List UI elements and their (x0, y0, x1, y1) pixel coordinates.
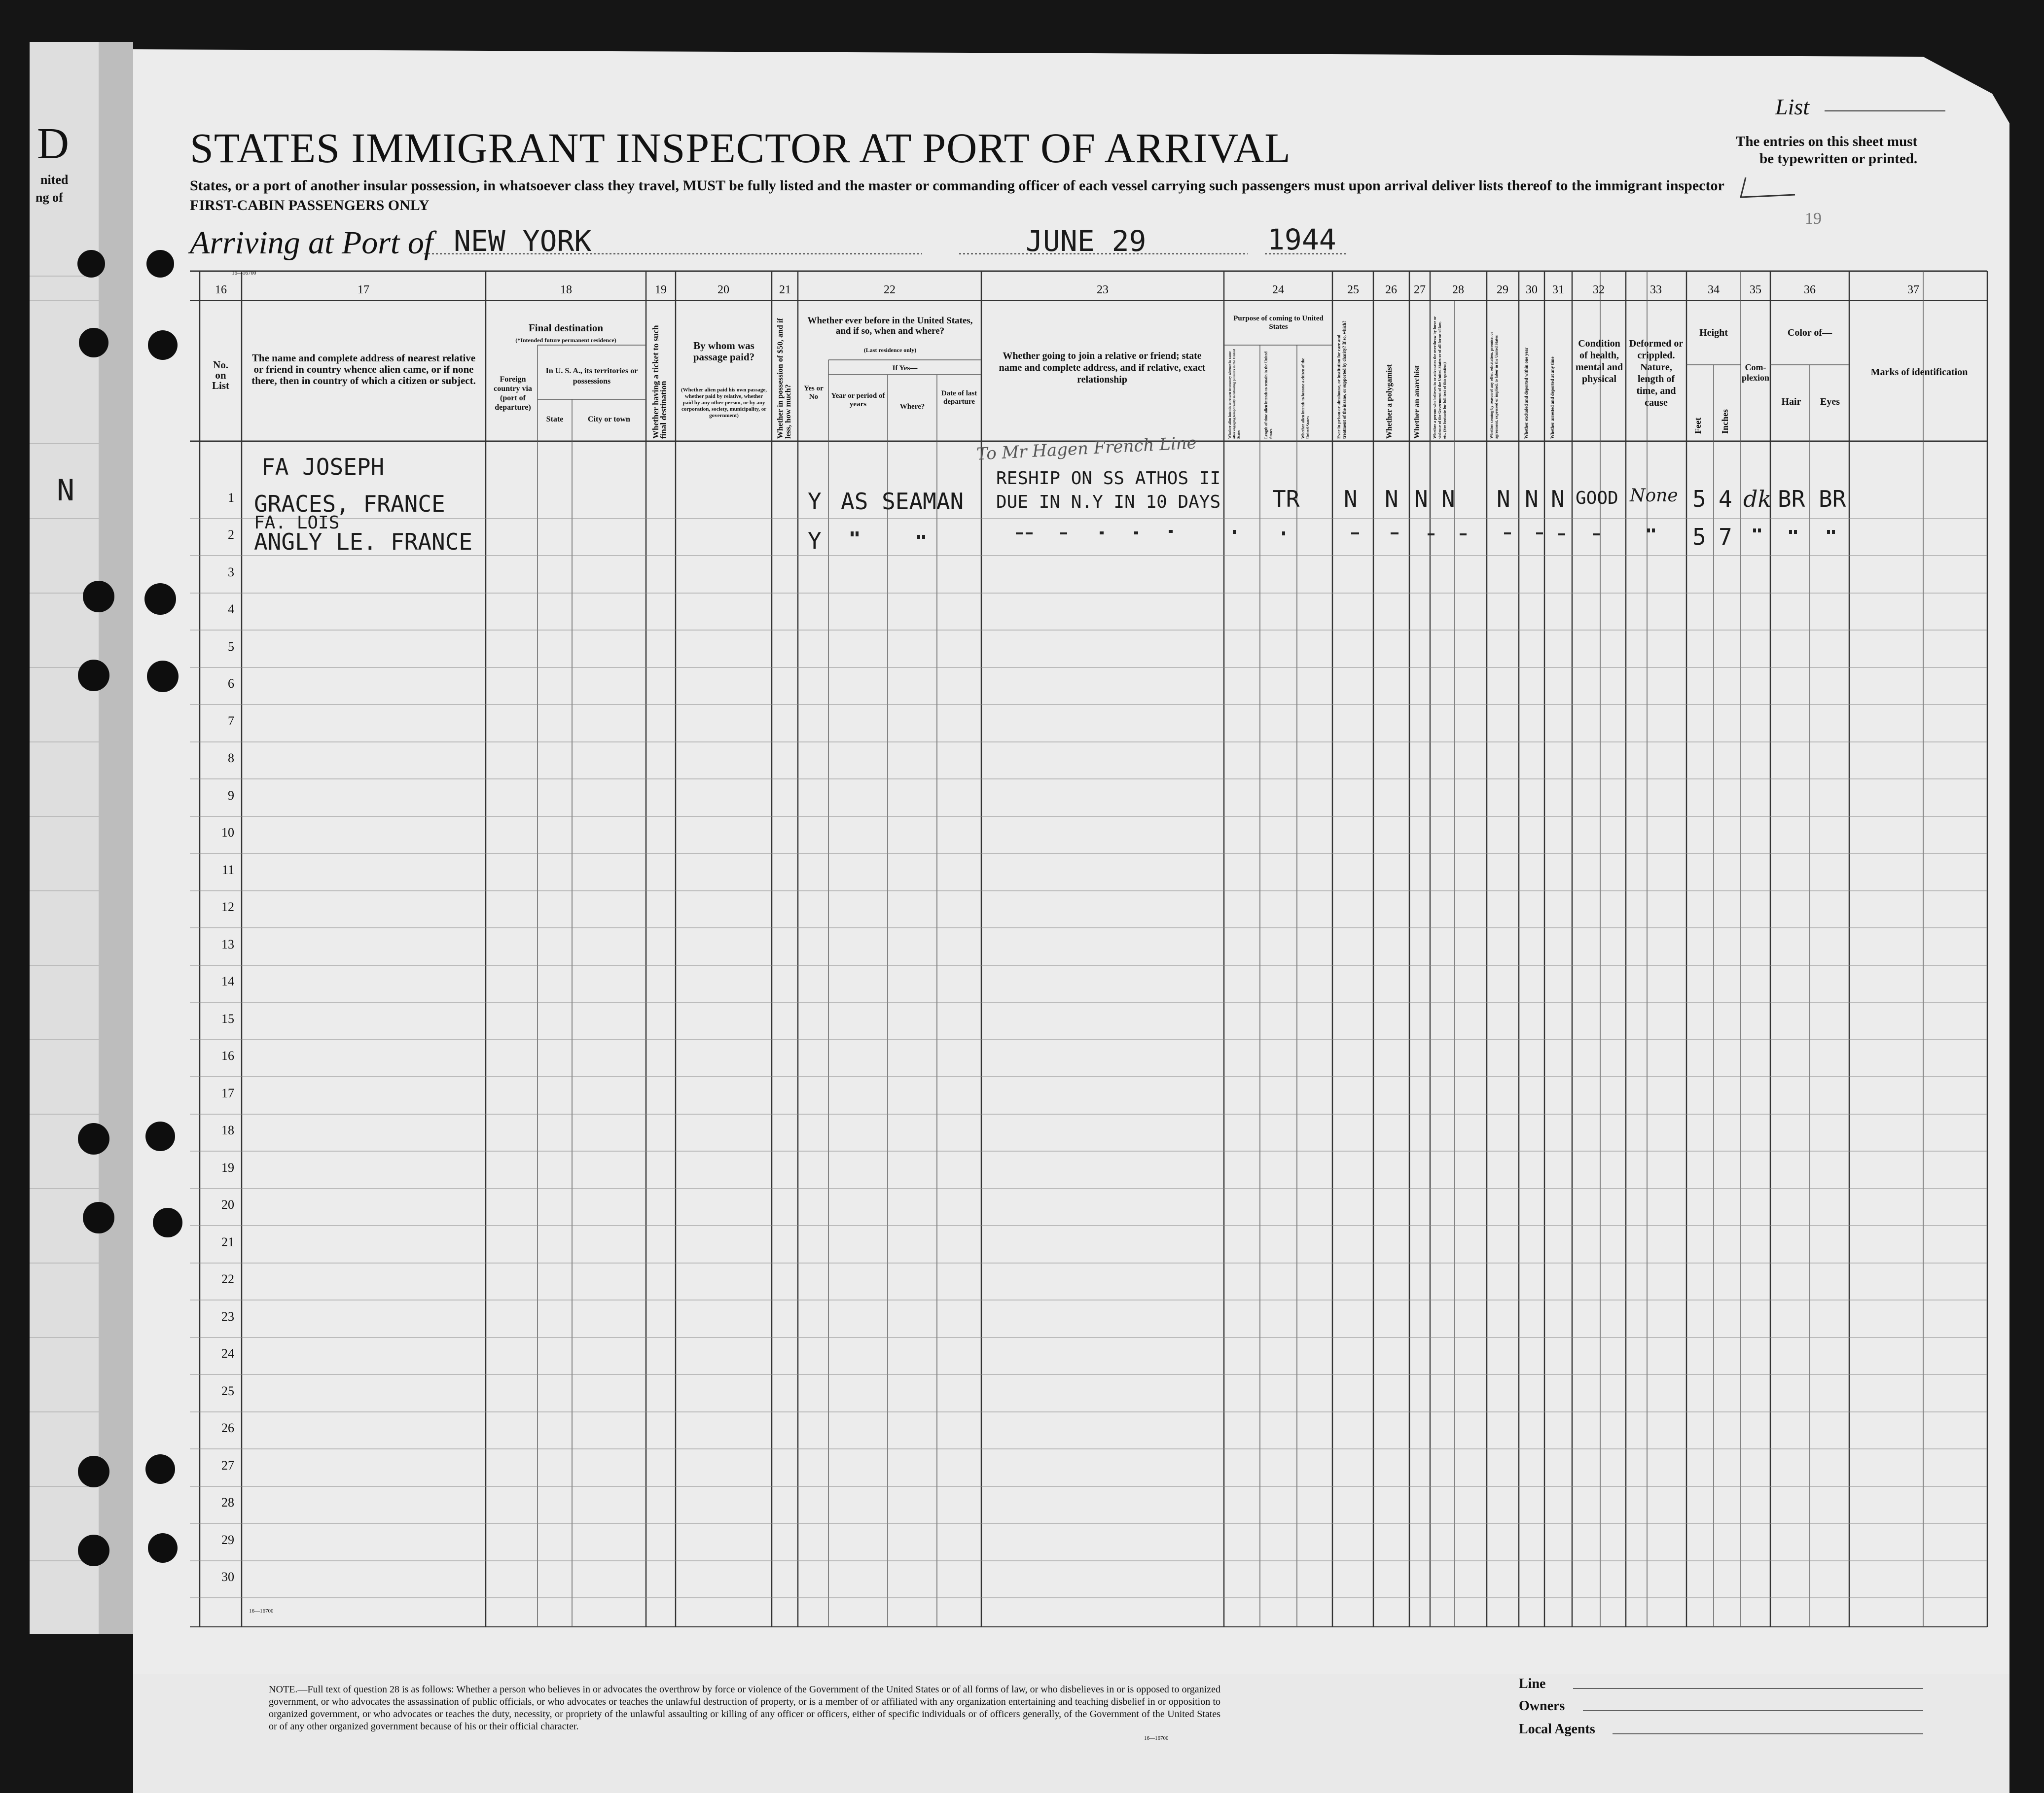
col-header-feet: Feet (1693, 418, 1703, 434)
col-header-marks: Marks of identification (1870, 367, 1968, 378)
list-label: List (1775, 94, 1810, 119)
col-header-purpose: Purpose of coming to United States (1233, 315, 1324, 331)
entry-q26: N (1385, 486, 1399, 512)
cabin-class-label: FIRST-CABIN PASSENGERS ONLY (190, 197, 430, 213)
row-number: 6 (228, 676, 234, 691)
row-number: 10 (221, 825, 234, 840)
col-header-relative: The name and complete address of nearest relative or friend in country whence alien came, or if none there, then in country of which a citizen or subject. (251, 352, 476, 387)
entry-prev-in-us: Y (808, 527, 822, 554)
column-number: 21 (779, 283, 791, 296)
row-number: 27 (221, 1458, 234, 1473)
entry-joining-line1: RESHIP ON SS ATHOS II (996, 468, 1221, 489)
col-header-fifty-dollars: Whether in possession of $50, and if less, how much? (776, 318, 792, 439)
col-header-prison: Ever in prison or almshouse, or institution for care and treatment of the insane, or supported by charity? If so, which? (1336, 320, 1347, 439)
col-header-q28: Whether a person who believes in or advocates the overthrow by force or violence of the Government of the United States or of all forms of law, etc. (See footnote for full text of this question) (1433, 316, 1447, 439)
binder-holes (0, 0, 207, 1793)
punch-hole (78, 660, 109, 691)
row-number: 16 (221, 1049, 234, 1063)
punch-hole (83, 1202, 114, 1233)
column-number: 18 (560, 283, 572, 296)
row-number: 13 (221, 937, 234, 951)
col-header-complexion: Com- plexion (1742, 362, 1770, 383)
col-header-excluded: Whether excluded and deported within one year (1524, 347, 1529, 439)
column-number: 36 (1804, 283, 1816, 296)
punch-hole (148, 330, 178, 360)
column-number: 20 (717, 283, 729, 296)
footer-line-label: Line (1519, 1676, 1546, 1691)
column-number: 26 (1385, 283, 1397, 296)
punch-hole (78, 1535, 109, 1566)
row-number: 24 (221, 1346, 234, 1361)
col-header-foreign-country: Foreign country via (port of departure) (494, 375, 532, 412)
punch-hole (147, 661, 179, 692)
col-header-last-departure: Date of last departure (941, 389, 977, 406)
col-header-polygamist: Whether a polygamist (1385, 364, 1394, 439)
column-number: 34 (1708, 283, 1720, 296)
col-header-passage-note: (Whether alien paid his own passage, whether paid by relative, whether paid by any other person, or by any corporation, society, municipality, or government) (681, 387, 767, 419)
row-number: 14 (221, 974, 234, 988)
row-number: 7 (228, 714, 234, 728)
entry-relative-address: ANGLY LE. FRANCE (254, 528, 473, 555)
col-header-anarchist: Whether an anarchist (1413, 365, 1421, 439)
column-number: 30 (1526, 283, 1538, 296)
row-number: 23 (221, 1309, 234, 1324)
entry-inches: 4 (1719, 486, 1732, 512)
col-header-inches: Inches (1720, 409, 1730, 434)
col-header-city: City or town (588, 415, 630, 423)
col-header-purpose-length: Length of time alien intends to remain in the United States (1264, 352, 1273, 439)
column-number: 27 (1414, 283, 1426, 296)
punch-hole (144, 583, 176, 615)
form-code: 16—16700 (232, 270, 256, 276)
entry-joining-line2: DUE IN N.Y IN 10 DAYS (996, 492, 1221, 512)
entry-relative-name: FA. LOIS (254, 513, 340, 533)
column-number: 32 (1593, 283, 1605, 296)
arriving-port-label: Arriving at Port of (190, 225, 433, 261)
punch-hole (148, 1533, 178, 1563)
handwritten-annotation: To Mr Hagen French Line (976, 433, 1197, 464)
col-header-purpose-return: Whether alien intends to return to country whence he came after engaging temporarily in laboring pursuits in the United States (1228, 349, 1241, 439)
row-number: 11 (221, 863, 234, 877)
entry-complexion: dk (1743, 486, 1772, 512)
form-title: STATES IMMIGRANT INSPECTOR AT PORT OF ARRIVAL (190, 124, 1291, 172)
col-header-joining-relative: Whether going to join a relative or friend; state name and complete address, and if relative, exact relationship (999, 351, 1206, 385)
handwritten-date: JUNE 29 (1026, 224, 1147, 258)
punch-hole (153, 1208, 182, 1237)
row-number: 21 (221, 1235, 234, 1249)
col-header-previous-visit: Whether ever before in the United States, and if so, when and where? (807, 316, 973, 336)
column-number: 23 (1097, 283, 1109, 296)
row-number: 18 (221, 1123, 234, 1137)
entry-eyes: BR (1819, 486, 1846, 512)
entry-relative-name: FA JOSEPH (261, 454, 385, 480)
form-code: 16—16700 (1144, 1735, 1169, 1741)
col-header-no-on-list: No. on List (212, 359, 229, 391)
entry-feet: 5 (1692, 524, 1706, 550)
column-number: 31 (1552, 283, 1564, 296)
punch-hole (145, 1454, 175, 1484)
row-number: 15 (221, 1012, 234, 1026)
col-header-passage-paid: By whom was passage paid? (693, 340, 755, 363)
col-header-deformed: Deformed or crippled. Nature, length of time, and cause (1629, 338, 1684, 408)
row-number: 1 (228, 491, 234, 505)
col-header-labor-offer: Whether coming by reason of any offer, solicitation, promise, or agreement, expressed or implied, to labor in the United States (1489, 332, 1499, 439)
punch-hole (146, 250, 174, 278)
entry-q27: N (1414, 486, 1428, 512)
entry-purpose: TR (1272, 486, 1300, 512)
column-number: 22 (884, 283, 896, 296)
column-number: 37 (1907, 283, 1919, 296)
punch-hole (79, 328, 108, 357)
entry-q30: N (1525, 486, 1539, 512)
punch-hole (78, 1123, 109, 1155)
col-header-height: Height (1699, 327, 1728, 338)
col-header-state: State (546, 415, 564, 423)
entry-prev-in-us: Y (808, 488, 822, 515)
entry-prev-period: AS SEAMAN (841, 488, 964, 515)
col-header-health: Condition of health, mental and physical (1575, 338, 1623, 385)
left-page-fragment: D (37, 119, 69, 168)
entry-q31: N (1551, 486, 1565, 512)
entry-feet: 5 (1692, 486, 1706, 512)
col-header-hair: Hair (1781, 396, 1801, 407)
footer-owners-label: Owners (1519, 1698, 1565, 1714)
row-number: 30 (221, 1570, 234, 1584)
punch-hole (83, 581, 114, 612)
column-number: 29 (1497, 283, 1508, 296)
entry-q28: N (1441, 486, 1455, 512)
column-number: 33 (1650, 283, 1662, 296)
footer-local-agents-label: Local Agents (1519, 1722, 1595, 1737)
page-number: 19 (1805, 210, 1822, 228)
entry-hair: BR (1778, 486, 1805, 512)
form-code: 16—16700 (249, 1608, 274, 1614)
handwritten-year: 1944 (1267, 223, 1336, 256)
left-margin-mark: N (57, 473, 75, 508)
col-header-final-destination-note: (*Intended future permanent residence) (515, 337, 616, 344)
col-header-yes-no: Yes or No (804, 385, 824, 401)
column-number: 28 (1452, 283, 1464, 296)
col-header-if-yes: If Yes— (892, 364, 918, 372)
row-number: 26 (221, 1421, 234, 1435)
column-number: 16 (215, 283, 227, 296)
col-header-deported: Whether arrested and deported at any time (1550, 356, 1555, 439)
column-number: 25 (1347, 283, 1359, 296)
row-number: 20 (221, 1197, 234, 1212)
left-page-fragment: nited (40, 173, 69, 187)
punch-hole (145, 1122, 175, 1151)
row-number: 17 (221, 1086, 234, 1100)
punch-hole (78, 1456, 109, 1487)
col-header-eyes: Eyes (1820, 396, 1840, 407)
col-header-year-period: Year or period of years (831, 392, 885, 408)
row-number: 25 (221, 1384, 234, 1398)
row-number: 8 (228, 751, 234, 765)
col-header-purpose-citizen: Whether alien intends to become a citizen of the United States (1301, 358, 1310, 439)
row-number: 4 (228, 602, 234, 616)
row-number: 3 (228, 565, 234, 579)
row-number: 12 (221, 900, 234, 914)
entry-relative-address: GRACES, FRANCE (254, 491, 445, 517)
col-header-color-of: Color of— (1787, 327, 1832, 338)
entry-deformed: None (1630, 486, 1678, 506)
entries-note: The entries on this sheet must be typewritten or printed. (1736, 134, 1918, 167)
entry-health: GOOD (1576, 488, 1618, 508)
form-subtitle: States, or a port of another insular possession, in whatsoever class they travel, MUST be fully listed and the master or commanding officer of each vessel carrying such passengers must upon arrival deliver lists thereof to the immigrant inspector (190, 177, 1724, 194)
col-header-previous-visit-note: (Last residence only) (863, 347, 917, 353)
column-number: 35 (1750, 283, 1761, 296)
entry-inches: 7 (1719, 524, 1732, 550)
row-number: 19 (221, 1160, 234, 1175)
row-number: 9 (228, 788, 234, 803)
handwritten-port: NEW YORK (454, 224, 592, 258)
col-header-ticket: Whether having a ticket to such final destination (651, 325, 668, 439)
column-number: 19 (655, 283, 667, 296)
row-number: 28 (221, 1495, 234, 1510)
col-header-final-destination: Final destination (528, 322, 604, 334)
entry-q25: N (1344, 486, 1358, 512)
punch-hole (77, 250, 105, 278)
column-number: 24 (1272, 283, 1284, 296)
row-number: 2 (228, 527, 234, 542)
entry-q29: N (1497, 486, 1510, 512)
left-page-fragment: ng of (36, 190, 63, 205)
footnote-question-28: NOTE.—Full text of question 28 is as follows: Whether a person who believes in or advocates the overthrow by force or violence of the Government of the United States or of all forms of law, or who disbelieves in or is opposed to organized government, or who advocates the assassination of public officials, or who advocates or teaches the unlawful destruction of property, or is a member of or affiliated with any organization entertaining and teaching disbelief in or opposition to organized government, or who advocates or teaches the duty, necessity, or propriety of the unlawful assaulting or killing of any officer or officers, either of specific individuals or of officers generally, of the Government of the United States or of any other organized government because of his or their official character. (269, 1684, 1220, 1732)
row-number: 22 (221, 1272, 234, 1286)
row-number: 29 (221, 1533, 234, 1547)
column-number: 17 (358, 283, 369, 296)
row-number: 5 (228, 639, 234, 654)
col-header-in-usa: In U. S. A., its territories or possessions (545, 367, 638, 386)
col-header-where: Where? (899, 403, 925, 411)
